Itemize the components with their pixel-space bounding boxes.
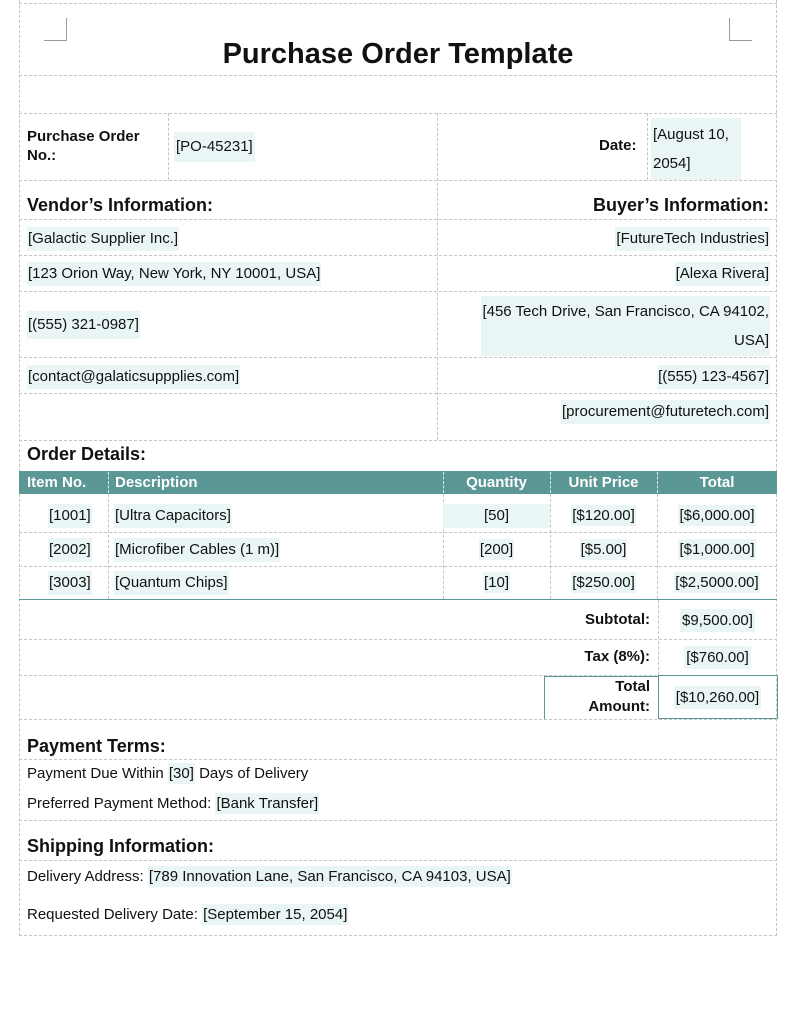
grid-line [19, 255, 777, 256]
date-value-line2: 2054] [653, 155, 691, 172]
grid-line [19, 113, 777, 114]
subtotal-label: Subtotal: [585, 611, 650, 628]
total-amount-left-border [544, 676, 545, 719]
tax-label: Tax (8%): [584, 648, 650, 665]
row2-quantity-cell[interactable] [443, 538, 550, 562]
delivery-address-prefix: Delivery Address: [27, 868, 148, 885]
grid-line [19, 180, 777, 181]
buyer-contact-field[interactable] [675, 262, 770, 286]
vendor-address-field[interactable] [27, 262, 321, 286]
total-amount-value: [$10,260.00] [674, 686, 761, 709]
grid-line [19, 639, 777, 640]
buyer-company-field[interactable] [615, 227, 770, 251]
row1-item-cell[interactable] [48, 504, 92, 528]
vendor-name-field[interactable] [27, 227, 179, 251]
order-details-heading: Order Details: [27, 444, 147, 464]
grid-line [19, 566, 777, 567]
row2-item-value: [2002] [49, 541, 91, 558]
subtotal-value: $9,500.00] [680, 609, 755, 632]
row1-unit-price-cell[interactable] [550, 504, 657, 528]
row1-item-value: [1001] [49, 507, 91, 524]
row1-description-value: [Ultra Capacitors] [115, 507, 231, 524]
row3-total-value: [$2,5000.00] [675, 574, 759, 591]
tax-field[interactable] [658, 645, 777, 671]
grid-line [19, 291, 777, 292]
row1-description-cell[interactable] [114, 504, 232, 528]
grid-line [19, 440, 777, 441]
row3-quantity-value: [10] [483, 574, 510, 591]
row3-item-value: [3003] [49, 574, 91, 591]
row3-item-cell[interactable] [48, 571, 92, 595]
buyer-contact-value: [Alexa Rivera] [675, 265, 769, 282]
grid-line [19, 393, 777, 394]
grid-line [19, 357, 777, 358]
total-amount-label-line1: Total [615, 678, 650, 695]
buyer-heading: Buyer’s Information: [592, 195, 769, 215]
buyer-address-line2: USA] [733, 332, 769, 349]
row2-description-cell[interactable] [114, 538, 280, 562]
buyer-email-value: [procurement@futuretech.com] [562, 403, 769, 420]
delivery-address-value[interactable]: [789 Innovation Lane, San Francisco, CA 94103, USA] [148, 868, 511, 885]
grid-line [19, 759, 777, 760]
po-number-label: Purchase Order No.: [27, 128, 140, 164]
vendor-heading: Vendor’s Information: [27, 195, 214, 215]
shipping-heading: Shipping Information: [27, 836, 214, 856]
row1-quantity-cell[interactable] [443, 504, 550, 528]
buyer-phone-field[interactable] [657, 365, 770, 389]
total-amount-value-right-border [777, 675, 778, 719]
po-number-field[interactable] [174, 132, 255, 162]
row3-unit-price-value: [$250.00] [572, 574, 635, 591]
row3-description-cell[interactable] [114, 571, 229, 595]
column-header-item-no: Item No. [27, 474, 87, 491]
row3-unit-price-cell[interactable] [550, 571, 657, 595]
vendor-name-value: [Galactic Supplier Inc.] [28, 230, 179, 247]
date-value-line1: [August 10, [653, 126, 729, 143]
payment-method-prefix: Preferred Payment Method: [27, 795, 216, 812]
grid-line [19, 860, 777, 861]
row3-description-value: [Quantum Chips] [115, 574, 228, 591]
column-header-quantity: Quantity [466, 474, 527, 491]
grid-line [647, 113, 648, 180]
row2-description-value: [Microfiber Cables (1 m)] [115, 541, 280, 558]
grid-line [168, 113, 169, 180]
requested-delivery-value[interactable]: [September 15, 2054] [203, 906, 348, 923]
payment-due-days[interactable]: [30] [168, 765, 194, 782]
row3-quantity-cell[interactable] [443, 571, 550, 595]
grid-line [19, 3, 777, 4]
delivery-address-line [27, 867, 512, 887]
buyer-company-value: [FutureTech Industries] [616, 230, 769, 247]
grid-line [19, 532, 777, 533]
buyer-email-field[interactable] [561, 400, 770, 424]
table-header-divider [108, 472, 109, 493]
date-field[interactable] [651, 118, 741, 180]
payment-method-line [27, 794, 319, 814]
total-amount-label-line2: Amount: [588, 698, 650, 715]
row2-total-value: [$1,000.00] [679, 541, 755, 558]
date-label: Date: [599, 137, 637, 154]
row3-total-cell[interactable] [657, 571, 777, 595]
payment-terms-heading: Payment Terms: [27, 736, 166, 756]
vendor-phone-field[interactable] [27, 311, 140, 339]
buyer-address-field[interactable] [481, 296, 770, 356]
total-amount-value-top-border [658, 675, 777, 676]
subtotal-field[interactable] [658, 608, 777, 634]
buyer-address-line1: [456 Tech Drive, San Francisco, CA 94102, [482, 303, 769, 320]
total-amount-value-bottom-border [658, 718, 777, 719]
total-amount-label [588, 677, 650, 717]
grid-line [19, 219, 777, 220]
row2-unit-price-value: [$5.00] [580, 541, 627, 558]
vendor-address-value: [123 Orion Way, New York, NY 10001, USA] [28, 265, 321, 282]
row1-total-value: [$6,000.00] [679, 507, 755, 524]
grid-line [437, 113, 438, 440]
buyer-phone-value: [(555) 123-4567] [658, 368, 769, 385]
row1-total-cell[interactable] [657, 504, 777, 528]
column-header-unit-price: Unit Price [568, 474, 639, 491]
vendor-email-value: [contact@galaticsuppplies.com] [28, 368, 240, 385]
payment-due-suffix: Days of Delivery [194, 765, 309, 782]
column-header-total: Total [699, 474, 735, 491]
column-header-description: Description [115, 474, 198, 491]
grid-line [19, 719, 777, 720]
po-number-value: [PO-45231] [176, 138, 253, 155]
grid-line [19, 820, 777, 821]
payment-due-line [27, 764, 308, 784]
total-amount-field[interactable] [658, 685, 777, 711]
payment-due-prefix: Payment Due Within [27, 765, 168, 782]
page-title: Purchase Order Template [222, 38, 574, 70]
row1-quantity-value: [50] [483, 507, 510, 524]
requested-delivery-line [27, 905, 348, 925]
vendor-email-field[interactable] [27, 365, 240, 389]
grid-line [19, 75, 777, 76]
row2-unit-price-cell[interactable] [550, 538, 657, 562]
payment-method-value[interactable]: [Bank Transfer] [216, 795, 319, 812]
table-bottom-border [19, 599, 777, 600]
row1-unit-price-value: [$120.00] [572, 507, 635, 524]
vendor-phone-value: [(555) 321-0987] [28, 316, 139, 333]
grid-line [108, 494, 109, 599]
row2-total-cell[interactable] [657, 538, 777, 562]
row2-item-cell[interactable] [48, 538, 92, 562]
requested-delivery-prefix: Requested Delivery Date: [27, 906, 203, 923]
row2-quantity-value: [200] [479, 541, 514, 558]
tax-value: [$760.00] [684, 646, 751, 669]
